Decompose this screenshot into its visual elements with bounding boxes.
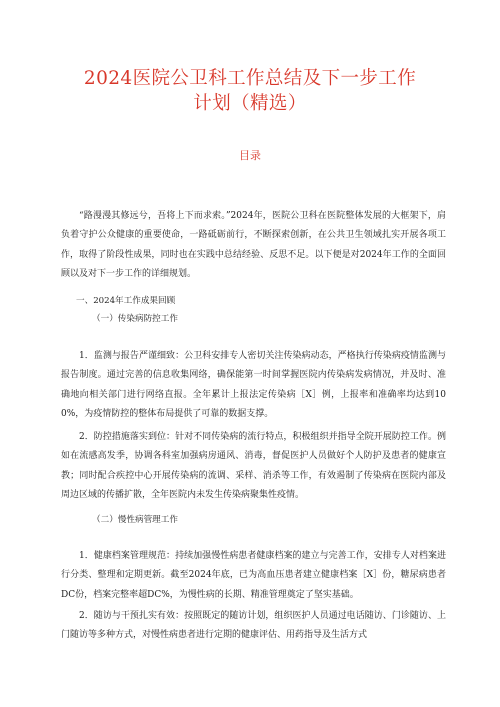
paragraph-health-records: 1．健康档案管理规范：持续加强慢性病患者健康档案的建立与完善工作，安排专人对档案进行分类、整理和定期更新。截至2024年底，已为高血压患者建立健康档案［X］份，糖尿病患者DC份，档案完整率超DC%，为慢性病的长期、精准管理奠定了坚实基础。 (61, 551, 446, 600)
toc-link[interactable]: 目录 (239, 149, 261, 162)
paragraph-monitoring: 1．监测与报告严谨细致：公卫科安排专人密切关注传染病动态，严格执行传染病疫情监测与报告制度。通过完善的信息收集网络，确保能第一时间掌握医院内传染病发病情况，并及时、准确地向相关部门进行网络直报。全年累计上报法定传染病［X］例，上报率和准确率均达到100%，为疫情防控的整体布局提供了可靠的数据支撑。 (61, 351, 446, 419)
subsection-heading-1: （一）传染病防控工作 (92, 314, 178, 324)
subsection-heading-2: （二）慢性病管理工作 (92, 515, 178, 525)
section-heading: 一、2024年工作成果回顾 (76, 296, 176, 306)
document-title-line-2: 计划（精选） (193, 93, 307, 114)
paragraph-follow-up: 2．随访与干预扎实有效：按照既定的随访计划，组织医护人员通过电话随访、门诊随访、上门随访等多种方式，对慢性病患者进行定期的健康评估、用药指导及生活方式 (61, 611, 446, 641)
paragraph-prevention: 2．防控措施落实到位：针对不同传染病的流行特点，积极组织并指导全院开展防控工作。例如在流感高发季，协调各科室加强病房通风、消毒，督促医护人员做好个人防护及患者的健康宣教；同时配合疾控中心开展传染病的流调、采样、消杀等工作，有效遏制了传染病在医院内部及周边区域的传播扩散，全年医院内未发生传染病聚集性疫情。 (61, 432, 446, 500)
intro-paragraph: “路漫漫其修远兮，吾将上下而求索。”2024年，医院公卫科在医院整体发展的大框架下，肩负着守护公众健康的重要使命，一路砥砺前行，不断探索创新，在公共卫生领域扎实开展各项工作，取得了阶段性成果，同时也在实践中总结经验、反思不足。以下便是对2024年工作的全面回顾以及对下一步工作的详细规划。 (61, 211, 446, 279)
document-title-line-1: 2024医院公卫科工作总结及下一步工作 (83, 68, 417, 89)
